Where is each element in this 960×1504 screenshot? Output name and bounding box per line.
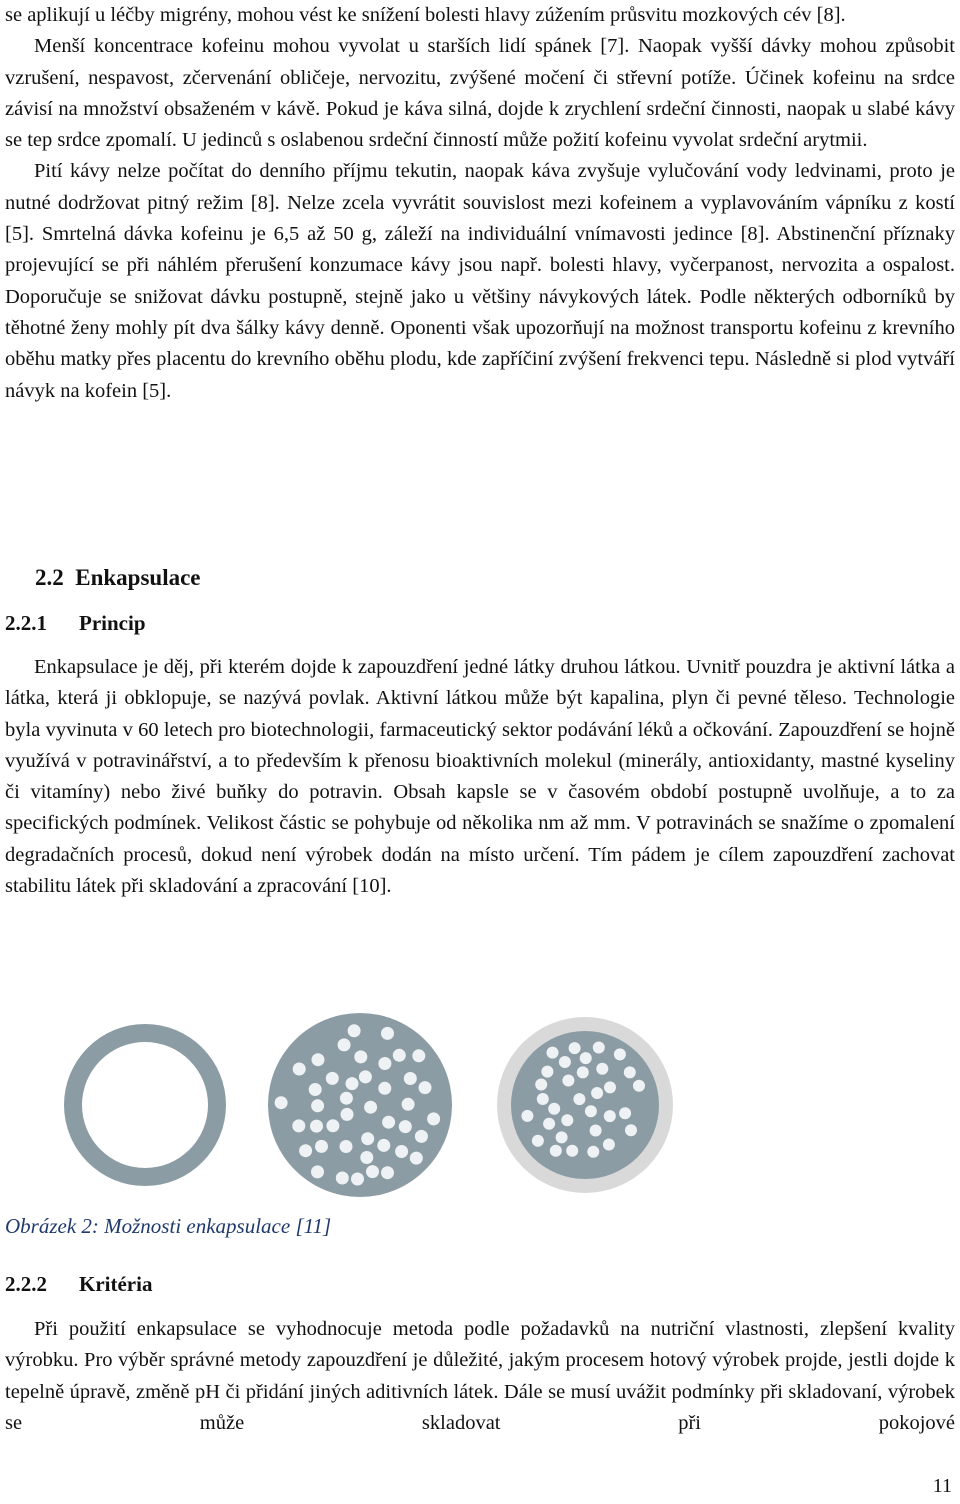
particle — [624, 1066, 636, 1078]
section-heading-2-2 — [35, 565, 201, 591]
particle — [561, 1114, 573, 1126]
particle — [340, 1140, 353, 1153]
particle — [537, 1093, 549, 1105]
particle — [326, 1119, 339, 1132]
particle — [359, 1070, 372, 1083]
particle — [378, 1057, 391, 1070]
particle — [596, 1063, 608, 1075]
capsule-matrix — [268, 1013, 452, 1197]
capsule-core-empty — [82, 1042, 208, 1168]
particle — [412, 1049, 425, 1062]
particle — [604, 1110, 616, 1122]
particle — [603, 1139, 615, 1151]
particle — [310, 1120, 323, 1133]
particle — [619, 1107, 631, 1119]
particle — [292, 1119, 305, 1132]
section-title: Kritéria — [79, 1272, 153, 1296]
particle — [521, 1110, 533, 1122]
particle — [614, 1048, 626, 1060]
particle — [338, 1038, 351, 1051]
particle — [309, 1083, 322, 1096]
particle — [587, 1146, 599, 1158]
paragraph: Při použití enkapsulace se vyhodnocuje metoda podle požadavků na nutriční vlastnosti, zlepšení kvality výrobku. Pro výběr správné metody zapouzdření je důležité, jakým procesem hotový výrobek projde, jestli dojde k tepelně úpravě, změně pH či přidání jiných aditivních látek. Dále se musí uvážit podmínky při skladovaní, výrobek se může skladovat při pokojové — [5, 1318, 955, 1434]
particle — [580, 1052, 592, 1064]
particle — [311, 1165, 324, 1178]
kriteria-text — [5, 1314, 955, 1439]
particle — [577, 1066, 589, 1078]
particle — [360, 1151, 373, 1164]
particle — [351, 1173, 364, 1186]
particle — [336, 1172, 349, 1185]
encapsulation-figure — [50, 1010, 690, 1200]
particle — [293, 1063, 306, 1076]
particle — [340, 1092, 353, 1105]
section-heading-2-2-1 — [5, 611, 146, 636]
particle — [393, 1049, 406, 1062]
particle — [559, 1056, 571, 1068]
particle — [402, 1098, 415, 1111]
particle — [311, 1099, 324, 1112]
particle — [548, 1103, 560, 1115]
particle — [361, 1132, 374, 1145]
particle — [364, 1101, 377, 1114]
particle — [404, 1072, 417, 1085]
particle — [604, 1081, 616, 1093]
intro-text — [5, 0, 955, 407]
particle — [543, 1118, 555, 1130]
particle — [593, 1042, 605, 1054]
particle — [591, 1087, 603, 1099]
particle — [399, 1120, 412, 1133]
particle — [427, 1112, 440, 1125]
particle — [569, 1042, 581, 1054]
particle — [562, 1075, 574, 1087]
figure-caption: Obrázek 2: Možnosti enkapsulace [11] — [5, 1214, 332, 1238]
particle — [532, 1135, 544, 1147]
particle — [382, 1116, 395, 1129]
particle — [410, 1152, 423, 1165]
particle — [377, 1139, 390, 1152]
particle — [395, 1145, 408, 1158]
section-number: 2.2.2 — [5, 1272, 47, 1296]
paragraph: se aplikují u léčby migrény, mohou vést ke snížení bolesti hlavy zúžením průsvitu mozkových cév [8]. — [5, 4, 846, 26]
particle — [312, 1053, 325, 1066]
particle — [547, 1047, 559, 1059]
particle — [535, 1079, 547, 1091]
particle — [326, 1072, 339, 1085]
paragraph: Pití kávy nelze počítat do denního příjmu tekutin, naopak káva zvyšuje vylučování vody ledvinami, proto je nutné dodržovat pitný režim [8]. Nelze zcela vyvrátit souvislost mezi kofeinem a vyplavováním vápníku z kostí [5]. Smrtelná dávka kofeinu je 6,5 až 50 g, záleží na individuální vnímavosti jedince [8]. Abstinenční příznaky projevující se při náhlém přerušení konzumace kávy jsou např. bolesti hlavy, vyčerpanost, nervozita a ospalost. Doporučuje se snižovat dávku postupně, stejně jako u většiny návykových látek. Podle některých odborníků by těhotné ženy mohly pít dva šálky kávy denně. Oponenti však upozorňují na možnost transportu kofeinu z krevního oběhu matky přes placentu do krevního oběhu plodu, kde zapříčiní zvýšení frekvenci tepu. Následně si plod vytváří návyk na kofein [5]. — [5, 160, 955, 402]
particle — [541, 1066, 553, 1078]
paragraph: Enkapsulace je děj, při kterém dojde k zapouzdření jedné látky druhou látkou. Uvnitř pouzdra je aktivní látka a látka, která ji obklopuje, se nazývá povlak. Aktivní látkou může být kapalina, plyn či pevné těleso. Technologie byla vyvinuta v 60 letech pro biotechnologii, farmaceutický sektor podávání léků a očkování. Zapouzdření se hojně využívá v potravinářství, a to především k přenosu bioaktivních molekul (minerály, antioxidanty, mastné kyseliny či vitamíny) nebo živé buňky do potravin. Obsah kapsle se v časovém období postupně uvolňuje, a to za specifických podmínek. Velikost částic se pohybuje od několika nm až mm. V potravinách se snažíme o zpomalení degradačních procesů, dokud není výrobek dodán na místo určení. Tím pádem je cílem zapouzdření zachovat stabilitu látek při skladování a zpracování [10]. — [5, 656, 955, 898]
section-number: 2.2 — [35, 565, 64, 590]
page-number: 11 — [932, 1474, 952, 1497]
particle — [585, 1105, 597, 1117]
section-number: 2.2.1 — [5, 611, 47, 635]
paragraph: Menší koncentrace kofeinu mohou vyvolat u starších lidí spánek [7]. Naopak vyšší dávky mohou způsobit vzrušení, nespavost, zčervenání obličeje, nervozitu, zvýšené močení či střevní potíže. Účinek kofeinu na srdce závisí na množství obsaženém v kávě. Pokud je káva silná, dojde k zrychlení srdeční činnosti, naopak u slabé kávy se tep srdce zpomalí. U jedinců s oslabenou srdeční činností může požití kofeinu vyvolat srdeční arytmii. — [5, 35, 955, 152]
particle — [366, 1165, 379, 1178]
particle — [378, 1082, 391, 1095]
particle — [419, 1081, 432, 1094]
particle — [315, 1140, 328, 1153]
particle — [299, 1144, 312, 1157]
particle — [566, 1145, 578, 1157]
particle — [381, 1027, 394, 1040]
particle — [550, 1145, 562, 1157]
particle — [275, 1096, 288, 1109]
particle — [346, 1077, 359, 1090]
particle — [633, 1080, 645, 1092]
princip-text — [5, 652, 955, 902]
particle — [556, 1131, 568, 1143]
particle — [415, 1130, 428, 1143]
particle — [341, 1108, 354, 1121]
particle — [573, 1093, 585, 1105]
section-title: Princip — [79, 611, 146, 635]
particle — [625, 1124, 637, 1136]
particle — [590, 1125, 602, 1137]
particle — [348, 1024, 361, 1037]
particle — [381, 1166, 394, 1179]
section-heading-2-2-2 — [5, 1272, 152, 1297]
section-title: Enkapsulace — [75, 565, 201, 590]
particle — [354, 1050, 367, 1063]
